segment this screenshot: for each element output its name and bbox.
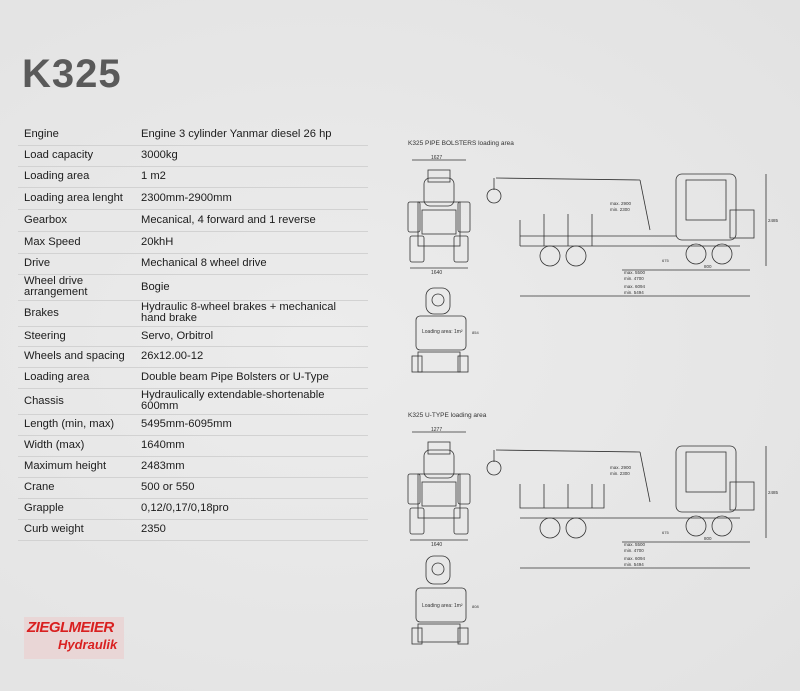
spec-value: Double beam Pipe Bolsters or U-Type <box>135 367 368 388</box>
dim-height-top: 2485 <box>768 218 779 223</box>
dim-min-5494-bottom: min. 5494 <box>624 562 644 567</box>
spec-label: Steering <box>18 326 135 346</box>
spec-value: 20khH <box>135 231 368 253</box>
spec-row <box>18 477 368 498</box>
dim-small-top: 675 <box>662 258 669 263</box>
pipe-bolsters-diagram <box>400 150 780 390</box>
spec-label: Chassis <box>18 388 135 414</box>
company-logo <box>24 617 124 659</box>
spec-row <box>18 498 368 519</box>
spec-label: Drive <box>18 253 135 274</box>
spec-row <box>18 367 368 388</box>
front-view-drawing <box>408 432 470 540</box>
dim-wheel-bottom: 800 <box>704 536 712 541</box>
diagram-caption-u-type: K325 U-TYPE loading area <box>408 412 487 419</box>
spec-label: Gearbox <box>18 209 135 231</box>
dim-wheel-top: 800 <box>704 264 712 269</box>
spec-row <box>18 388 368 414</box>
dim-side-top: 854 <box>472 330 479 335</box>
dim-front-width-bottom: 1640 <box>431 542 443 548</box>
spec-label: Maximum height <box>18 456 135 477</box>
dim-max-6094-top: max. 6094 <box>624 284 646 289</box>
dim-front-width-top: 1627 <box>431 155 443 161</box>
spec-label: Engine <box>18 124 135 145</box>
dim-min-4700-top: min. 4700 <box>624 276 644 281</box>
spec-row <box>18 145 368 166</box>
spec-label: Width (max) <box>18 435 135 456</box>
spec-value: 0,12/0,17/0,18pro <box>135 498 368 519</box>
page-title: K325 <box>22 52 122 96</box>
spec-value: 500 or 550 <box>135 477 368 498</box>
spec-value: Mecanical, 4 forward and 1 reverse <box>135 209 368 231</box>
spec-label: Loading area lenght <box>18 187 135 209</box>
spec-row <box>18 519 368 540</box>
spec-label: Wheel drive arrangement <box>18 274 135 300</box>
spec-value: 26x12.00-12 <box>135 346 368 367</box>
spec-value: Hydraulic 8-wheel brakes + mechanical hand brake <box>135 300 368 326</box>
loading-area-label-top: Loading area: 1m² <box>422 329 463 335</box>
front-view-drawing <box>408 160 470 268</box>
dim-min-5494-top: min. 5494 <box>624 290 644 295</box>
spec-label: Length (min, max) <box>18 414 135 435</box>
spec-value: 2483mm <box>135 456 368 477</box>
spec-row <box>18 300 368 326</box>
spec-label: Max Speed <box>18 231 135 253</box>
spec-label: Crane <box>18 477 135 498</box>
dim-height-bottom: 2485 <box>768 490 779 495</box>
spec-label: Curb weight <box>18 519 135 540</box>
spec-label: Grapple <box>18 498 135 519</box>
spec-row <box>18 124 368 145</box>
spec-value: 2350 <box>135 519 368 540</box>
spec-value: 3000kg <box>135 145 368 166</box>
spec-value: Hydraulically extendable-shortenable 600mm <box>135 388 368 414</box>
spec-row <box>18 435 368 456</box>
top-view-drawing <box>412 556 468 644</box>
spec-row <box>18 346 368 367</box>
spec-value: Mechanical 8 wheel drive <box>135 253 368 274</box>
spec-table <box>18 124 368 541</box>
spec-label: Loading area <box>18 166 135 187</box>
dim-max-2900-bottom: max. 2900 <box>610 465 632 470</box>
logo-line-1: ZIEGLMEIER <box>27 619 114 636</box>
dim-max-5500-top: max. 5500 <box>624 270 646 275</box>
dim-front-width-bottom: 1640 <box>431 270 443 276</box>
u-type-diagram <box>400 422 780 662</box>
diagram-caption-pipe-bolsters: K325 PIPE BOLSTERS loading area <box>408 140 514 147</box>
spec-row <box>18 456 368 477</box>
spec-row <box>18 166 368 187</box>
spec-label: Brakes <box>18 300 135 326</box>
dim-min-4700-bottom: min. 4700 <box>624 548 644 553</box>
dim-max-6094-bottom: max. 6094 <box>624 556 646 561</box>
spec-row <box>18 326 368 346</box>
spec-label: Wheels and spacing <box>18 346 135 367</box>
dim-min-2300-bottom: min. 2300 <box>610 471 630 476</box>
spec-label: Loading area <box>18 367 135 388</box>
spec-value: Bogie <box>135 274 368 300</box>
dim-max-5500-bottom: max. 5500 <box>624 542 646 547</box>
dim-front-width-top: 1277 <box>431 427 443 433</box>
spec-row <box>18 187 368 209</box>
spec-row <box>18 414 368 435</box>
spec-value: 1 m2 <box>135 166 368 187</box>
dim-max-2900-top: max. 2900 <box>610 201 632 206</box>
spec-row <box>18 253 368 274</box>
spec-row <box>18 209 368 231</box>
dim-small-bottom: 675 <box>662 530 669 535</box>
loading-area-label-bottom: Loading area: 1m² <box>422 603 463 609</box>
spec-row <box>18 274 368 300</box>
spec-value: Servo, Orbitrol <box>135 326 368 346</box>
logo-line-2: Hydraulik <box>58 637 118 652</box>
spec-value: Engine 3 cylinder Yanmar diesel 26 hp <box>135 124 368 145</box>
dim-min-2300-top: min. 2300 <box>610 207 630 212</box>
spec-value: 1640mm <box>135 435 368 456</box>
spec-label: Load capacity <box>18 145 135 166</box>
spec-value: 2300mm-2900mm <box>135 187 368 209</box>
dim-side-bottom: 808 <box>472 604 479 609</box>
spec-row <box>18 231 368 253</box>
spec-value: 5495mm-6095mm <box>135 414 368 435</box>
